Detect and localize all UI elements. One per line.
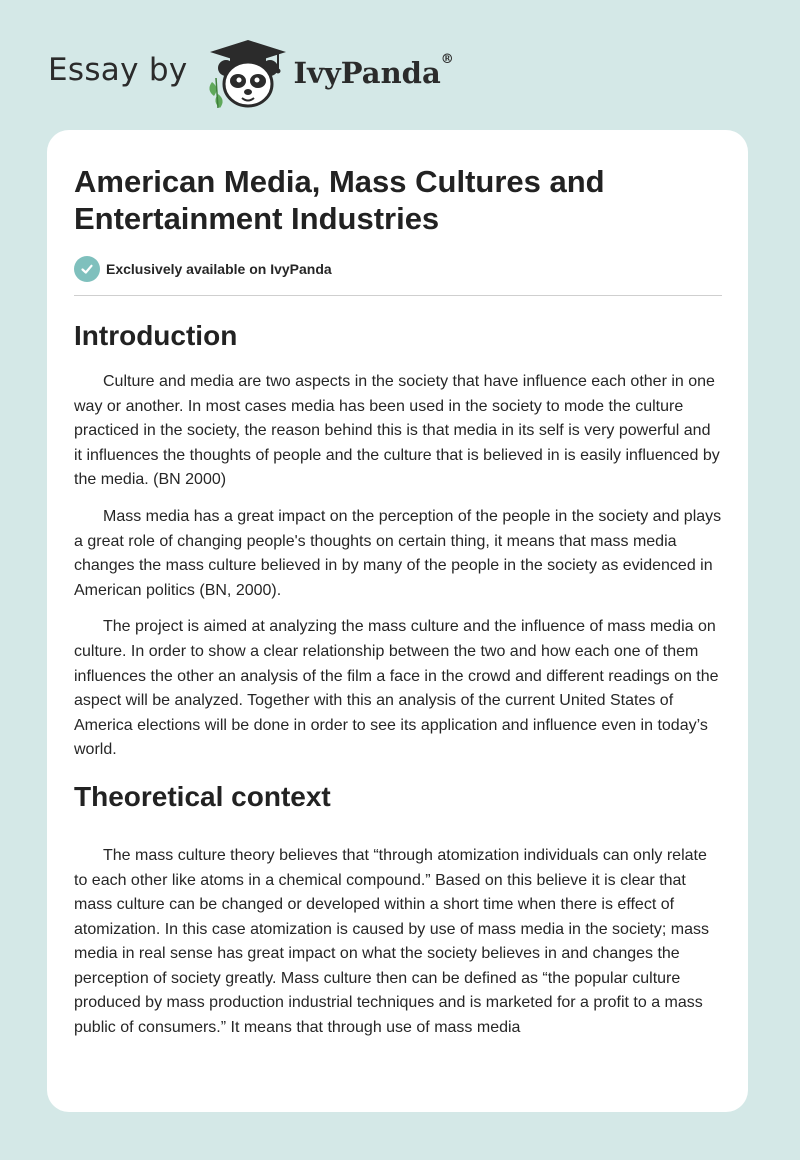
paragraph: Mass media has a great impact on the perception of the people in the society and plays a great role of changing people's thoughts on certain thing, it means that mass media changes the mass culture believed in by many of the people in the society as evidenced in American politics (BN, 2000).: [74, 507, 722, 599]
paragraph: Culture and media are two aspects in the society that have influence each other in one way or another. In most cases media has been used in the society to mode the culture practiced in the society, the reason behind this is that media in its self is very powerful and it influences the thoughts of people and the culture that is believed in is easily influenced by the media. (BN 2000): [74, 373, 720, 489]
essay-card: [47, 130, 748, 1112]
section-heading-theoretical-context: Theoretical context: [74, 780, 331, 812]
paragraph: The project is aimed at analyzing the mass culture and the influence of mass media on culture. In order to show a clear relationship between the two and how each one of them influences the other an analysis of the film a face in the crowd and different readings on the aspect will be analyzed. Together with this an analysis of the current United States of America elections will be done in order to see its application and influence even in today’s world.: [74, 618, 719, 759]
section-heading-introduction: Introduction: [74, 320, 238, 351]
brand-name: IvyPanda®: [293, 52, 454, 90]
panda-logo-icon: [206, 38, 290, 110]
check-circle-icon: [74, 256, 100, 282]
paragraph: The mass culture theory believes that “through atomization individuals can only relate to each other like atoms in a chemical compound.” Based on this believe it is clear that mass culture can be changed or developed within a short time when there is effect of atomization. In this case atomization is caused by use of mass media in the society; mass media in real sense has great impact on what the society believes in and changes the perception of society greatly. Mass culture then can be defined as “the popular culture produced by mass production industrial techniques and is marketed for a profit to a mass public of consumers.” It means that through use of mass media: [74, 846, 709, 1037]
brand-prefix: Essay by: [48, 52, 188, 88]
site-logo[interactable]: [48, 34, 454, 114]
exclusive-badge: [74, 255, 722, 283]
essay-title: American Media, Mass Cultures and Entertainment Industries: [74, 164, 605, 236]
badge-text: Exclusively available on IvyPanda: [106, 261, 332, 277]
divider: [74, 295, 722, 296]
